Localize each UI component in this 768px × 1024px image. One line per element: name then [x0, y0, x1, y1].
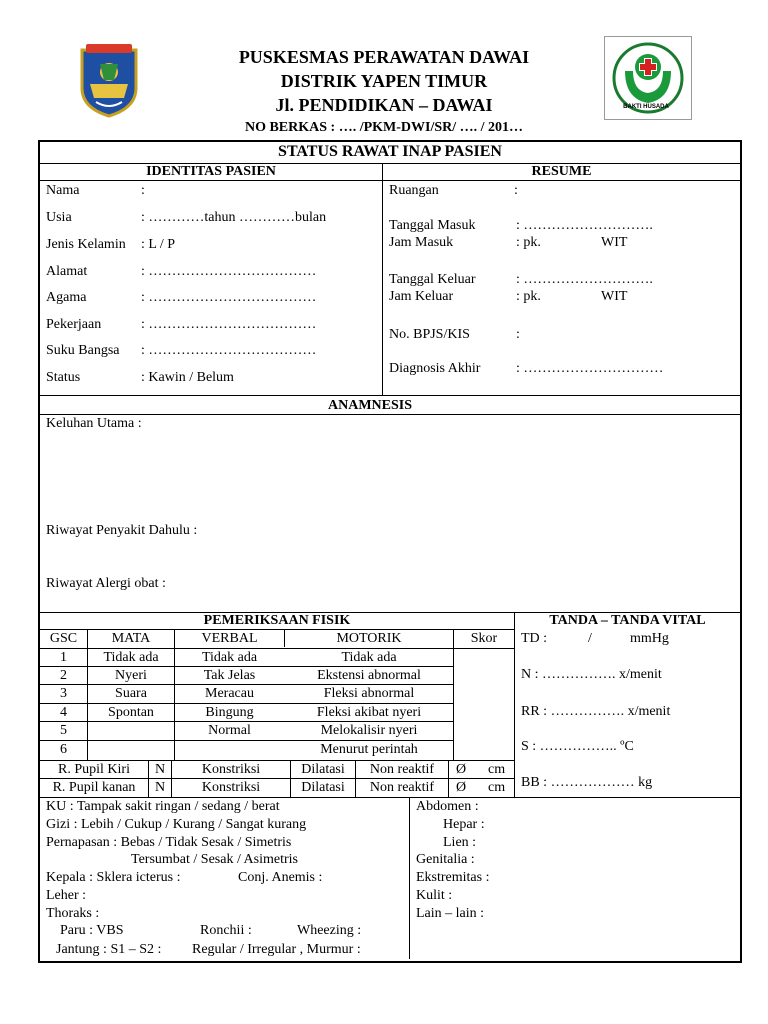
tanggal-masuk-label: Tanggal Masuk: [389, 218, 476, 233]
gcs-row-5-verbal[interactable]: Normal: [208, 723, 251, 738]
gcs-row-1-mata[interactable]: Tidak ada: [103, 650, 159, 665]
bpjs-value[interactable]: :: [516, 327, 520, 342]
gizi-line[interactable]: Gizi : Lebih / Cukup / Kurang / Sangat kurang: [46, 817, 307, 832]
pupil-kiri-dilatasi[interactable]: Dilatasi: [301, 762, 345, 777]
gcs-row-5-score: 5: [60, 723, 67, 738]
gcs-row-6-motorik[interactable]: Menurut perintah: [320, 742, 418, 757]
leher-line[interactable]: Leher :: [46, 888, 87, 903]
bb-field[interactable]: BB : ……………… kg: [521, 775, 653, 790]
suku-bangsa-value[interactable]: : ………………………………: [141, 343, 317, 358]
gcs-row-2-mata[interactable]: Nyeri: [115, 668, 147, 683]
anamnesis-heading: ANAMNESIS: [327, 398, 412, 413]
gcs-row-1-score: 1: [60, 650, 67, 665]
jam-keluar-label: Jam Keluar: [389, 289, 454, 304]
pekerjaan-label: Pekerjaan: [46, 317, 102, 332]
pupil-kanan-label: R. Pupil kanan: [52, 780, 136, 795]
conj-anemis-line[interactable]: Conj. Anemis :: [238, 870, 323, 885]
wit-masuk: WIT: [601, 235, 628, 250]
gcs-row-3-score: 3: [60, 686, 67, 701]
usia-value[interactable]: : …………tahun …………bulan: [141, 210, 327, 225]
pupil-kiri-non-reaktif[interactable]: Non reaktif: [369, 762, 435, 777]
genitalia-line[interactable]: Genitalia :: [416, 852, 475, 867]
address: Jl. PENDIDIKAN – DAWAI: [275, 95, 493, 115]
riwayat-penyakit-label[interactable]: Riwayat Penyakit Dahulu :: [46, 523, 198, 538]
kulit-line[interactable]: Kulit :: [416, 888, 453, 903]
jam-masuk-label: Jam Masuk: [389, 235, 454, 250]
gcs-row-4-score: 4: [60, 705, 67, 720]
ruangan-label: Ruangan: [389, 183, 439, 198]
pupil-kiri-n[interactable]: N: [154, 762, 166, 777]
jantung-line[interactable]: Jantung : S1 – S2 :: [56, 942, 162, 957]
jenis-kelamin-value[interactable]: : L / P: [141, 237, 176, 252]
resume-heading: RESUME: [531, 164, 592, 179]
status-label: Status: [46, 370, 81, 385]
murmur-line[interactable]: Regular / Irregular , Murmur :: [192, 942, 361, 957]
suku-bangsa-label: Suku Bangsa: [46, 343, 120, 358]
paru-line[interactable]: Paru : VBS: [60, 923, 124, 938]
ruangan-value[interactable]: :: [514, 183, 518, 198]
pupil-kiri-konstriksi[interactable]: Konstriksi: [201, 762, 261, 777]
pupil-kanan-konstriksi[interactable]: Konstriksi: [201, 780, 261, 795]
file-number: NO BERKAS : …. /PKM-DWI/SR/ …. / 201…: [244, 120, 524, 135]
col-skor: Skor: [470, 631, 498, 646]
lien-line[interactable]: Lien :: [443, 835, 477, 850]
gcs-row-2-motorik[interactable]: Ekstensi abnormal: [317, 668, 421, 683]
td-label[interactable]: TD :: [521, 631, 548, 646]
district-name: DISTRIK YAPEN TIMUR: [280, 71, 488, 91]
pupil-kiri-cm: cm: [488, 762, 506, 777]
pupil-kanan-n[interactable]: N: [154, 780, 166, 795]
nadi-field[interactable]: N : ……………. x/menit: [521, 667, 662, 682]
pemeriksaan-fisik-heading: PEMERIKSAAN FISIK: [203, 613, 351, 628]
col-gsc: GSC: [49, 631, 78, 646]
pupil-kiri-label: R. Pupil Kiri: [58, 762, 130, 777]
gcs-row-2-score: 2: [60, 668, 67, 683]
pupil-kanan-diameter: Ø: [456, 780, 467, 795]
agama-value[interactable]: : ………………………………: [141, 290, 317, 305]
diagnosis-value[interactable]: : …………………………: [516, 361, 664, 376]
kepala-line[interactable]: Kepala : Sklera icterus :: [46, 870, 181, 885]
col-mata: MATA: [111, 631, 151, 646]
col-motorik: MOTORIK: [336, 631, 402, 646]
pupil-kanan-dilatasi[interactable]: Dilatasi: [301, 780, 345, 795]
ronchii-line[interactable]: Ronchii :: [200, 923, 252, 938]
pupil-kanan-cm: cm: [488, 780, 506, 795]
ku-line[interactable]: KU : Tampak sakit ringan / sedang / berat: [46, 799, 280, 814]
agama-label: Agama: [46, 290, 87, 305]
status-value[interactable]: : Kawin / Belum: [141, 370, 234, 385]
nama-label: Nama: [46, 183, 80, 198]
gcs-row-4-verbal[interactable]: Bingung: [205, 705, 254, 720]
pernapasan-line[interactable]: Pernapasan : Bebas / Tidak Sesak / Simetris: [46, 835, 292, 850]
identitas-heading: IDENTITAS PASIEN: [146, 164, 276, 179]
gcs-row-4-mata[interactable]: Spontan: [108, 705, 154, 720]
bakti-husada-text: BAKTI HUSADA: [623, 104, 669, 110]
tanda-vital-heading: TANDA – TANDA VITAL: [549, 613, 706, 628]
gcs-row-5-motorik[interactable]: Melokalisir nyeri: [320, 723, 418, 738]
usia-label: Usia: [46, 210, 72, 225]
thoraks-line[interactable]: Thoraks :: [46, 906, 100, 921]
alamat-label: Alamat: [46, 264, 88, 279]
suhu-field[interactable]: S : …………….. ºC: [521, 739, 634, 754]
td-unit: mmHg: [630, 631, 669, 646]
abdomen-line[interactable]: Abdomen :: [416, 799, 479, 814]
tanggal-keluar-label: Tanggal Keluar: [389, 272, 476, 287]
ekstremitas-line[interactable]: Ekstremitas :: [416, 870, 490, 885]
jam-keluar-value[interactable]: : pk.: [516, 289, 541, 304]
col-verbal: VERBAL: [201, 631, 258, 646]
gcs-row-1-verbal[interactable]: Tidak ada: [201, 650, 258, 665]
lain-lain-line[interactable]: Lain – lain :: [416, 906, 485, 921]
hepar-line[interactable]: Hepar :: [443, 817, 485, 832]
gcs-row-1-motorik[interactable]: Tidak ada: [341, 650, 397, 665]
gcs-row-2-verbal[interactable]: Tak Jelas: [203, 668, 256, 683]
gcs-row-3-mata[interactable]: Suara: [115, 686, 147, 701]
keluhan-utama-label[interactable]: Keluhan Utama :: [46, 416, 142, 431]
alamat-value[interactable]: : ………………………………: [141, 264, 317, 279]
tanggal-masuk-value[interactable]: : ……………………….: [516, 218, 653, 233]
td-slash: /: [588, 631, 592, 646]
gcs-row-4-motorik[interactable]: Fleksi akibat nyeri: [316, 705, 422, 720]
pupil-kiri-diameter: Ø: [456, 762, 467, 777]
riwayat-alergi-label[interactable]: Riwayat Alergi obat :: [46, 576, 166, 591]
bpjs-label: No. BPJS/KIS: [389, 327, 470, 342]
tanggal-keluar-value[interactable]: : ……………………….: [516, 272, 653, 287]
jam-masuk-value[interactable]: : pk.: [516, 235, 541, 250]
jenis-kelamin-label: Jenis Kelamin: [46, 237, 126, 252]
pernapasan-line-2[interactable]: Tersumbat / Sesak / Asimetris: [131, 852, 299, 867]
pupil-kanan-non-reaktif[interactable]: Non reaktif: [369, 780, 435, 795]
wheezing-line[interactable]: Wheezing :: [297, 923, 362, 938]
nama-value[interactable]: :: [141, 183, 145, 198]
wit-keluar: WIT: [601, 289, 628, 304]
gcs-row-3-motorik[interactable]: Fleksi abnormal: [323, 686, 415, 701]
gcs-row-6-score: 6: [60, 742, 67, 757]
clinic-name: PUSKESMAS PERAWATAN DAWAI: [238, 47, 530, 67]
gcs-row-3-verbal[interactable]: Meracau: [205, 686, 254, 701]
form-title: STATUS RAWAT INAP PASIEN: [278, 143, 502, 160]
rr-field[interactable]: RR : ……………. x/menit: [521, 704, 671, 719]
pekerjaan-value[interactable]: : ………………………………: [141, 317, 317, 332]
diagnosis-label: Diagnosis Akhir: [389, 361, 481, 376]
